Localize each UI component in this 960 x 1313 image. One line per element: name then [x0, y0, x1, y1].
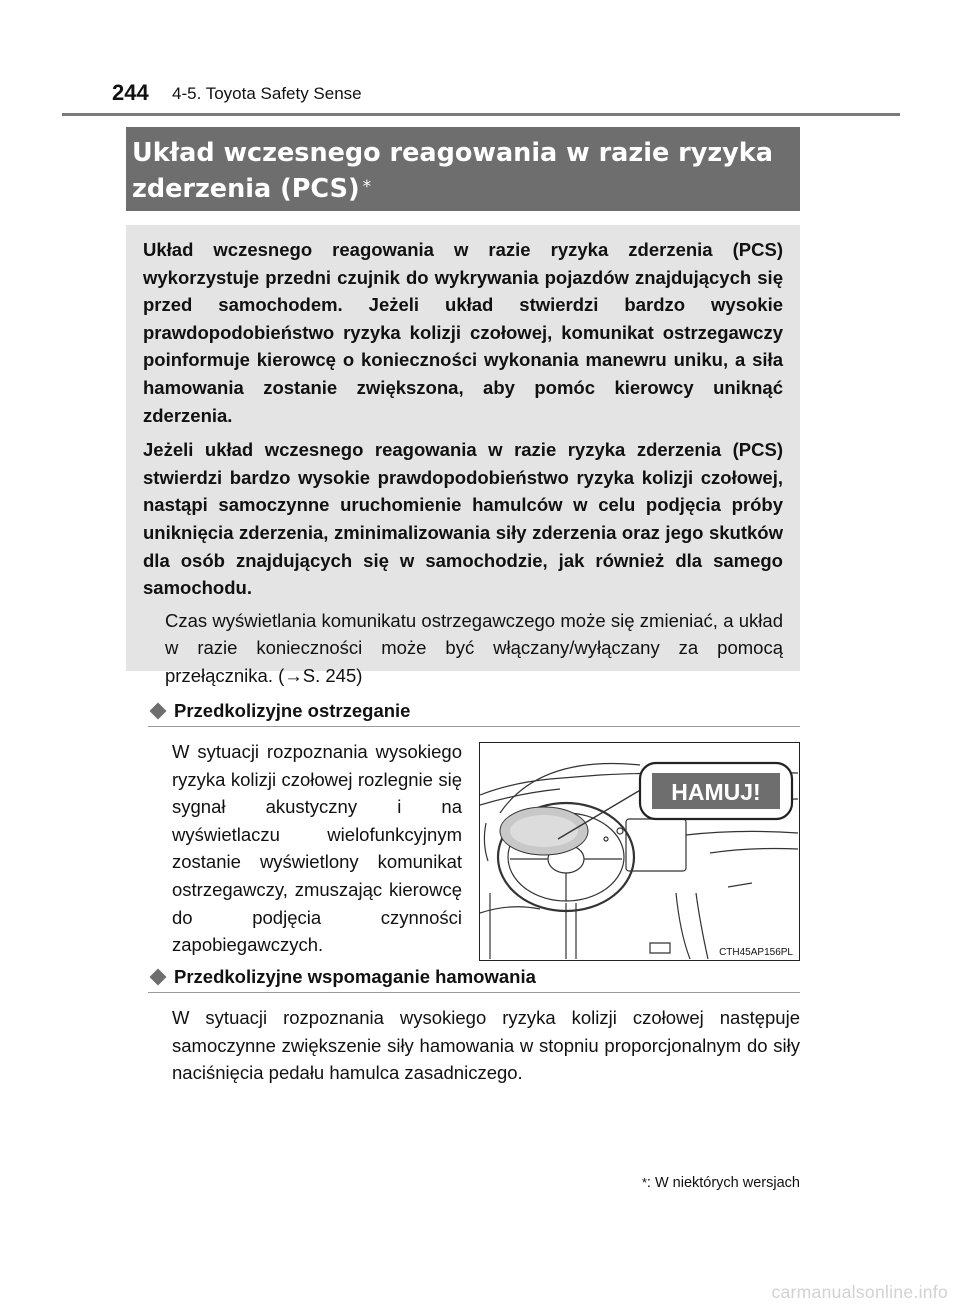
footnote-text: : W niektórych wersjach: [646, 1175, 800, 1191]
intro-box: [126, 225, 800, 686]
dashboard-illustration: [479, 742, 800, 961]
title-line-2: [132, 171, 794, 207]
subheading-brake-assist: [148, 965, 536, 989]
dashboard-drawing: [480, 743, 798, 959]
section-label: 4-5. Toyota Safety Sense: [172, 84, 362, 103]
subheading-collision-warning: [148, 699, 410, 723]
hamuj-warning-message: HAMUJ!: [671, 779, 761, 805]
diamond-bullet-icon: [150, 703, 167, 720]
intro-note: Czas wyświetlania komunikatu ostrzegawczego może się zmieniać, a układ w razie konieczności może być włączany/wyłączany za pomocą przełącznika. (→S. 245): [165, 609, 783, 686]
asterisk-marker: *: [362, 177, 372, 197]
illustration-caption: CTH45AP156PL: [719, 947, 793, 958]
page-number: 244: [112, 80, 149, 105]
title-line-2-text: zderzenia (PCS): [132, 174, 360, 204]
warning-description: W sytuacji rozpoznania wysokiego ryzyka kolizji czołowej rozlegnie się sygnał akustyczny i na wyświetlaczu wielofunkcyjnym zostanie wyświetlony komunikat ostrzegawczy, zmuszając kierowcę do podjęcia czynności zapobiegawczych.: [172, 741, 462, 956]
section-title-box: [126, 127, 800, 211]
subheading-rule: [148, 992, 800, 993]
diamond-bullet-icon: [150, 969, 167, 986]
intro-paragraph-2: Jeżeli układ wczesnego reagowania w razie ryzyka zderzenia (PCS) stwierdzi bardzo wysokie prawdopodobieństwo ryzyka kolizji czołowej, nastąpi samoczynne uruchomienie hamulców w celu podjęcia próby uniknięcia zderzenia, zminimalizowania siły zderzenia oraz jego skutków dla osób znajdujących się w samochodzie, jak również dla samego samochodu.: [143, 439, 783, 599]
subheading-text: Przedkolizyjne ostrzeganie: [174, 700, 411, 721]
header-divider: [62, 113, 900, 116]
title-line-1: Układ wczesnego reagowania w razie ryzyka: [132, 138, 773, 168]
footnote-asterisk: *: [641, 1175, 647, 1190]
subheading-rule: [148, 726, 800, 727]
intro-paragraph-1: Układ wczesnego reagowania w razie ryzyka zderzenia (PCS) wykorzystuje przedni czujnik do wykrywania pojazdów znajdujących się przed samochodem. Jeżeli układ stwierdzi bardzo wysokie prawdopodobieństwo ryzyka kolizji czołowej, komunikat ostrzegawczy poinformuje kierowcę o konieczności wykonania manewru uniku, a siła hamowania zostanie zwiększona, aby pomóc kierowcy uniknąć zderzenia.: [143, 239, 783, 426]
brake-assist-description: W sytuacji rozpoznania wysokiego ryzyka kolizji czołowej następuje samoczynne zwiększenie siły hamowania w stopniu proporcjonalnym do siły naciśnięcia pedału hamulca zasadniczego.: [172, 1007, 800, 1084]
footnote: [642, 1175, 800, 1191]
site-watermark: carmanualsonline.info: [771, 1282, 948, 1302]
subheading-text: Przedkolizyjne wspomaganie hamowania: [174, 966, 536, 987]
